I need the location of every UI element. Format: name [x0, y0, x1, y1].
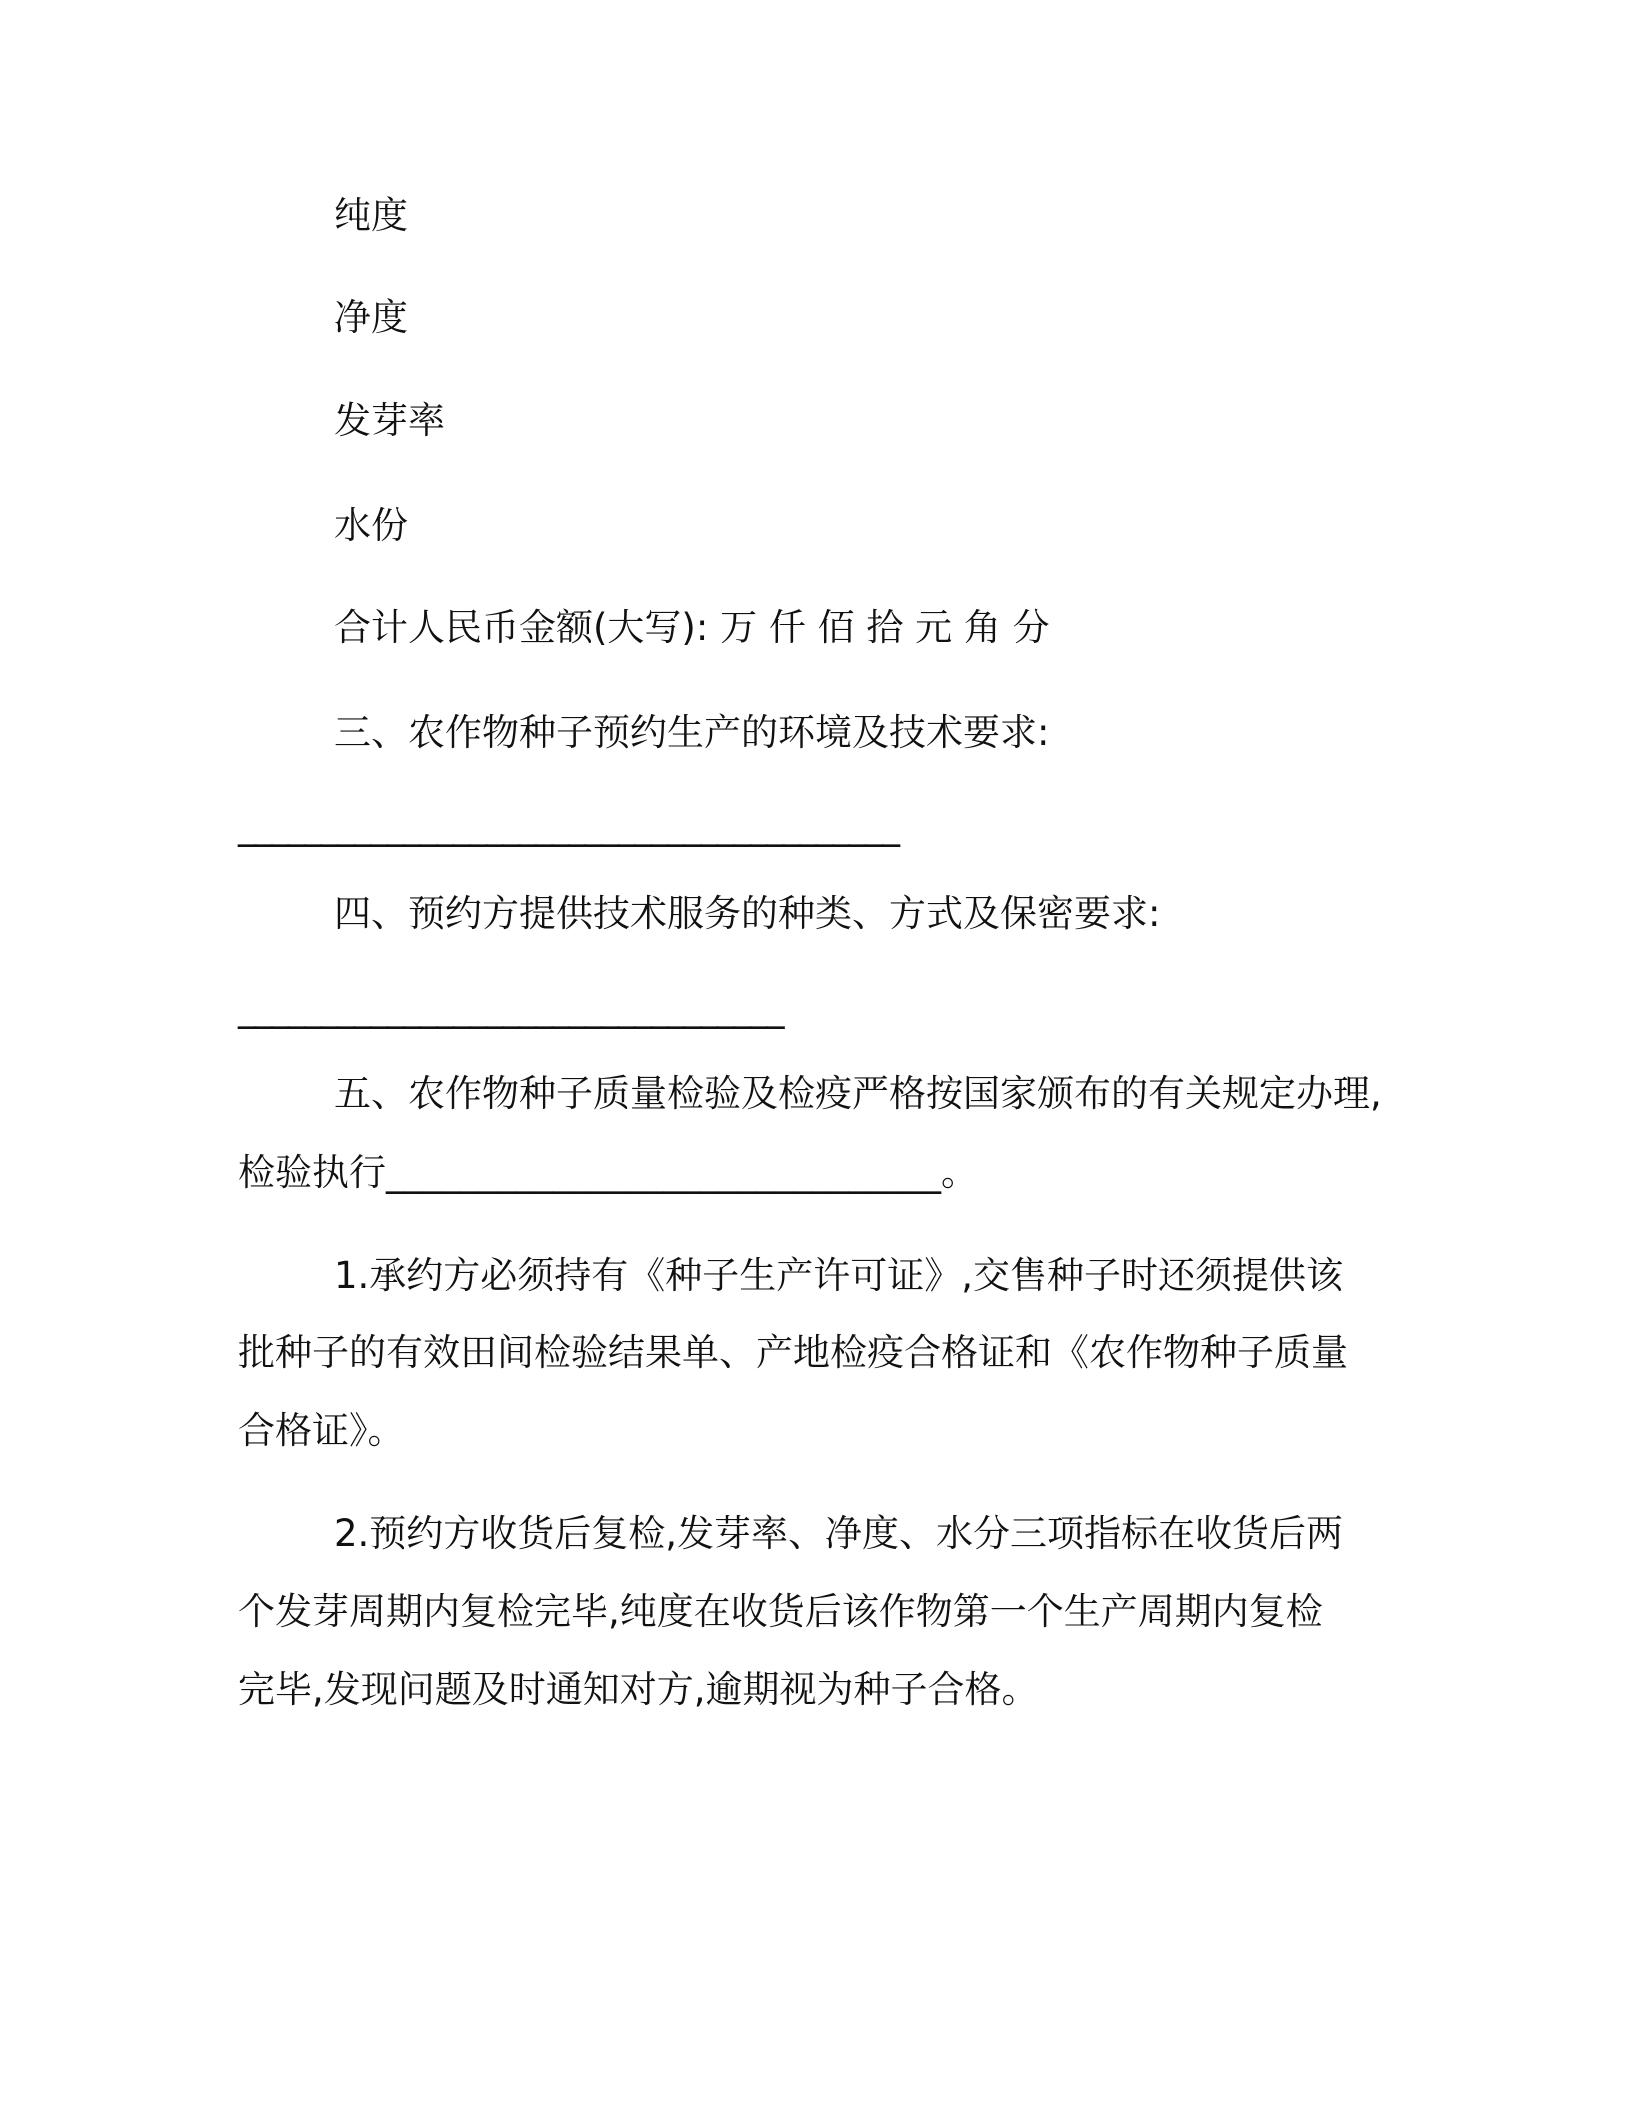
- total-amount-line: 合计人民币金额(大写): 万 仟 佰 拾 元 角 分: [334, 606, 1050, 649]
- section-5-line-2: 检验执行______________________________。: [238, 1151, 978, 1194]
- clause-1-line-2: 批种子的有效田间检验结果单、产地检疫合格证和《农作物种子质量: [238, 1331, 1348, 1374]
- item-purity: 纯度: [334, 194, 408, 237]
- clause-1-line-3: 合格证》。: [238, 1409, 405, 1452]
- item-cleanliness: 净度: [334, 296, 408, 339]
- item-germination-rate: 发芽率: [334, 399, 445, 442]
- clause-2-line-1: 2.预约方收货后复检,发芽率、净度、水分三项指标在收货后两: [334, 1512, 1344, 1555]
- clause-2-line-3: 完毕,发现问题及时通知对方,逾期视为种子合格。: [238, 1668, 1039, 1711]
- section-5-line-1: 五、农作物种子质量检验及检疫严格按国家颁布的有关规定办理,: [334, 1072, 1382, 1115]
- clause-1-line-1: 1.承约方必须持有《种子生产许可证》,交售种子时还须提供该: [334, 1254, 1344, 1297]
- section-3-blank: ________________________________________: [238, 804, 898, 847]
- item-moisture: 水份: [334, 504, 408, 547]
- clause-2-line-2: 个发芽周期内复检完毕,纯度在收货后该作物第一个生产周期内复检: [238, 1590, 1323, 1633]
- section-4-blank: _________________________________: [238, 986, 783, 1029]
- section-3-heading: 三、农作物种子预约生产的环境及技术要求:: [334, 711, 1050, 754]
- section-4-heading: 四、预约方提供技术服务的种类、方式及保密要求:: [334, 892, 1161, 935]
